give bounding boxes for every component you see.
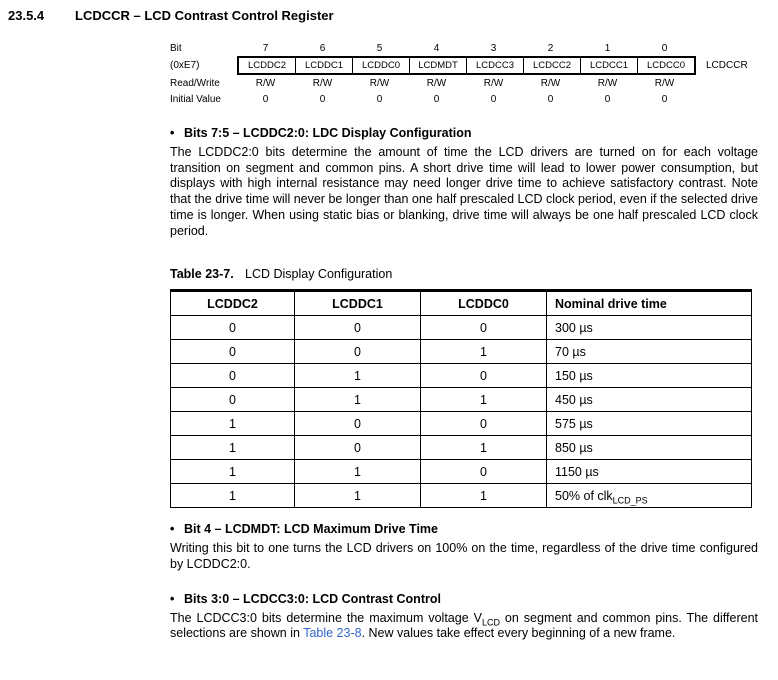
bullet-icon: • bbox=[170, 126, 175, 140]
lcd-display-configuration-table bbox=[170, 289, 752, 508]
table-cell: 575 µs bbox=[547, 412, 752, 436]
table-cell: 0 bbox=[295, 436, 421, 460]
register-name: LCDCCR bbox=[706, 60, 748, 71]
table-cell: 450 µs bbox=[547, 388, 752, 412]
subsection-heading-label: Bits 3:0 – LCDCC3:0: LCD Contrast Control bbox=[184, 591, 441, 606]
bit-number: 4 bbox=[433, 42, 440, 54]
bit-field-cell: LCDCC1 bbox=[580, 58, 637, 73]
section-title: LCDCCR – LCD Contrast Control Register bbox=[75, 8, 334, 23]
bit-number-row bbox=[170, 40, 758, 56]
subsection-heading-bits-3-0 bbox=[170, 592, 758, 606]
initial-value: 0 bbox=[604, 93, 611, 105]
bit-row-label: Bit bbox=[170, 42, 182, 54]
table-cell: 150 µs bbox=[547, 364, 752, 388]
initial-value: 0 bbox=[319, 93, 326, 105]
table-cell: 1 bbox=[171, 484, 295, 508]
section-content bbox=[170, 40, 758, 642]
table-cell: 0 bbox=[421, 412, 547, 436]
table-cell: 1 bbox=[295, 484, 421, 508]
subsection-heading-label: Bit 4 – LCDMDT: LCD Maximum Drive Time bbox=[184, 522, 438, 537]
table-row bbox=[171, 484, 752, 508]
initial-value: 0 bbox=[547, 93, 554, 105]
bit-field-cell: LCDCC2 bbox=[523, 58, 580, 73]
initial-value: 0 bbox=[661, 93, 668, 105]
table-cell: 850 µs bbox=[547, 436, 752, 460]
table-row bbox=[171, 460, 752, 484]
table-header-cell: LCDDC0 bbox=[421, 291, 547, 316]
read-write-value: R/W bbox=[540, 77, 561, 89]
register-box bbox=[237, 56, 696, 75]
table-cell bbox=[547, 484, 752, 508]
table-cell: 1 bbox=[421, 340, 547, 364]
subsection-heading-bits-7-5 bbox=[170, 126, 758, 140]
body-paragraph: The LCDDC2:0 bits determine the amount of time the LCD drivers are turned on for each voltage transition on segment and common pins. A short drive time will lead to lower power consumption, but displays with high internal resistance may need longer drive time to achieve satisfactory contrast. Note that the drive time will never be longer than one half prescaled LCD clock period, even if the selected drive time is longer. When using static bias or blanking, drive time will always be one half prescaled LCD clock period. bbox=[170, 145, 758, 238]
table-cell: 1 bbox=[421, 388, 547, 412]
bit-number: 1 bbox=[604, 42, 611, 54]
body-paragraph: Writing this bit to one turns the LCD drivers on 100% on the time, regardless of the drive time configured by LCDDC2:0. bbox=[170, 541, 758, 571]
bit-number: 5 bbox=[376, 42, 383, 54]
table-row bbox=[171, 388, 752, 412]
table-caption bbox=[170, 267, 758, 281]
clk-value-text: 50% of clk bbox=[555, 488, 613, 503]
bit-field-cell: LCDDC0 bbox=[352, 58, 409, 73]
table-caption-title: LCD Display Configuration bbox=[245, 267, 393, 282]
table-header-row bbox=[171, 291, 752, 316]
table-cell: 1150 µs bbox=[547, 460, 752, 484]
read-write-value: R/W bbox=[483, 77, 504, 89]
table-cell: 0 bbox=[171, 364, 295, 388]
vlcd-subscript: LCD bbox=[481, 617, 500, 628]
read-write-value: R/W bbox=[597, 77, 618, 89]
table-cell: 0 bbox=[171, 340, 295, 364]
initial-value: 0 bbox=[490, 93, 497, 105]
table-23-8-link[interactable]: Table 23-8 bbox=[303, 626, 362, 641]
table-cell: 0 bbox=[295, 340, 421, 364]
table-cell: 0 bbox=[295, 412, 421, 436]
read-write-label: Read/Write bbox=[170, 77, 220, 89]
table-cell: 0 bbox=[421, 460, 547, 484]
table-cell: 1 bbox=[421, 436, 547, 460]
initial-value: 0 bbox=[376, 93, 383, 105]
read-write-value: R/W bbox=[654, 77, 675, 89]
section-number: 23.5.4 bbox=[8, 8, 45, 23]
table-row bbox=[171, 412, 752, 436]
table-cell: 70 µs bbox=[547, 340, 752, 364]
register-diagram bbox=[170, 40, 758, 107]
read-write-value: R/W bbox=[255, 77, 276, 89]
table-cell: 1 bbox=[171, 436, 295, 460]
table-cell: 1 bbox=[295, 364, 421, 388]
bit-number: 2 bbox=[547, 42, 554, 54]
table-cell: 0 bbox=[171, 316, 295, 340]
bit-number: 7 bbox=[262, 42, 269, 54]
register-address: (0xE7) bbox=[170, 60, 200, 71]
bullet-icon: • bbox=[170, 522, 175, 537]
body-paragraph bbox=[170, 611, 758, 642]
table-cell: 1 bbox=[295, 460, 421, 484]
paragraph-text: . New values take effect every beginning of a new frame. bbox=[361, 626, 676, 641]
table-cell: 1 bbox=[295, 388, 421, 412]
subsection-heading-bit-4 bbox=[170, 522, 758, 536]
table-row bbox=[171, 364, 752, 388]
bit-field-cell: LCDCC3 bbox=[466, 58, 523, 73]
paragraph-text: on segment and common pins. The different selections are shown in bbox=[170, 610, 758, 641]
table-cell: 0 bbox=[421, 316, 547, 340]
table-cell: 1 bbox=[171, 460, 295, 484]
bit-field-cell: LCDDC2 bbox=[247, 60, 286, 71]
read-write-value: R/W bbox=[426, 77, 447, 89]
table-caption-label: Table 23-7. bbox=[170, 267, 234, 282]
read-write-value: R/W bbox=[312, 77, 333, 89]
bit-field-cell: LCDMDT bbox=[409, 58, 466, 73]
table-header-cell: LCDDC2 bbox=[171, 291, 295, 316]
table-cell: 1 bbox=[171, 412, 295, 436]
table-cell: 300 µs bbox=[547, 316, 752, 340]
table-cell: 0 bbox=[171, 388, 295, 412]
table-cell: 0 bbox=[421, 364, 547, 388]
initial-value-row bbox=[170, 91, 758, 107]
table-row bbox=[171, 436, 752, 460]
bit-field-row bbox=[170, 56, 758, 75]
table-cell: 1 bbox=[421, 484, 547, 508]
bit-number: 3 bbox=[490, 42, 497, 54]
paragraph-text: The LCDCC3:0 bits determine the maximum voltage V bbox=[170, 610, 482, 625]
table-header-cell: Nominal drive time bbox=[547, 291, 752, 316]
initial-value-label: Initial Value bbox=[170, 93, 221, 105]
clk-subscript: LCD_PS bbox=[612, 495, 648, 506]
subsection-heading-label: Bits 7:5 – LCDDC2:0: LDC Display Configuration bbox=[184, 126, 472, 140]
table-header-cell: LCDDC1 bbox=[295, 291, 421, 316]
bullet-icon: • bbox=[170, 591, 175, 606]
read-write-value: R/W bbox=[369, 77, 390, 89]
bit-number: 6 bbox=[319, 42, 326, 54]
read-write-row bbox=[170, 75, 758, 91]
bit-field-cell: LCDDC1 bbox=[295, 58, 352, 73]
table-row bbox=[171, 316, 752, 340]
section-heading bbox=[8, 8, 766, 23]
table-cell: 0 bbox=[295, 316, 421, 340]
bit-field-cell: LCDCC0 bbox=[637, 58, 694, 73]
initial-value: 0 bbox=[262, 93, 269, 105]
bit-number: 0 bbox=[661, 42, 668, 54]
initial-value: 0 bbox=[433, 93, 440, 105]
table-row bbox=[171, 340, 752, 364]
